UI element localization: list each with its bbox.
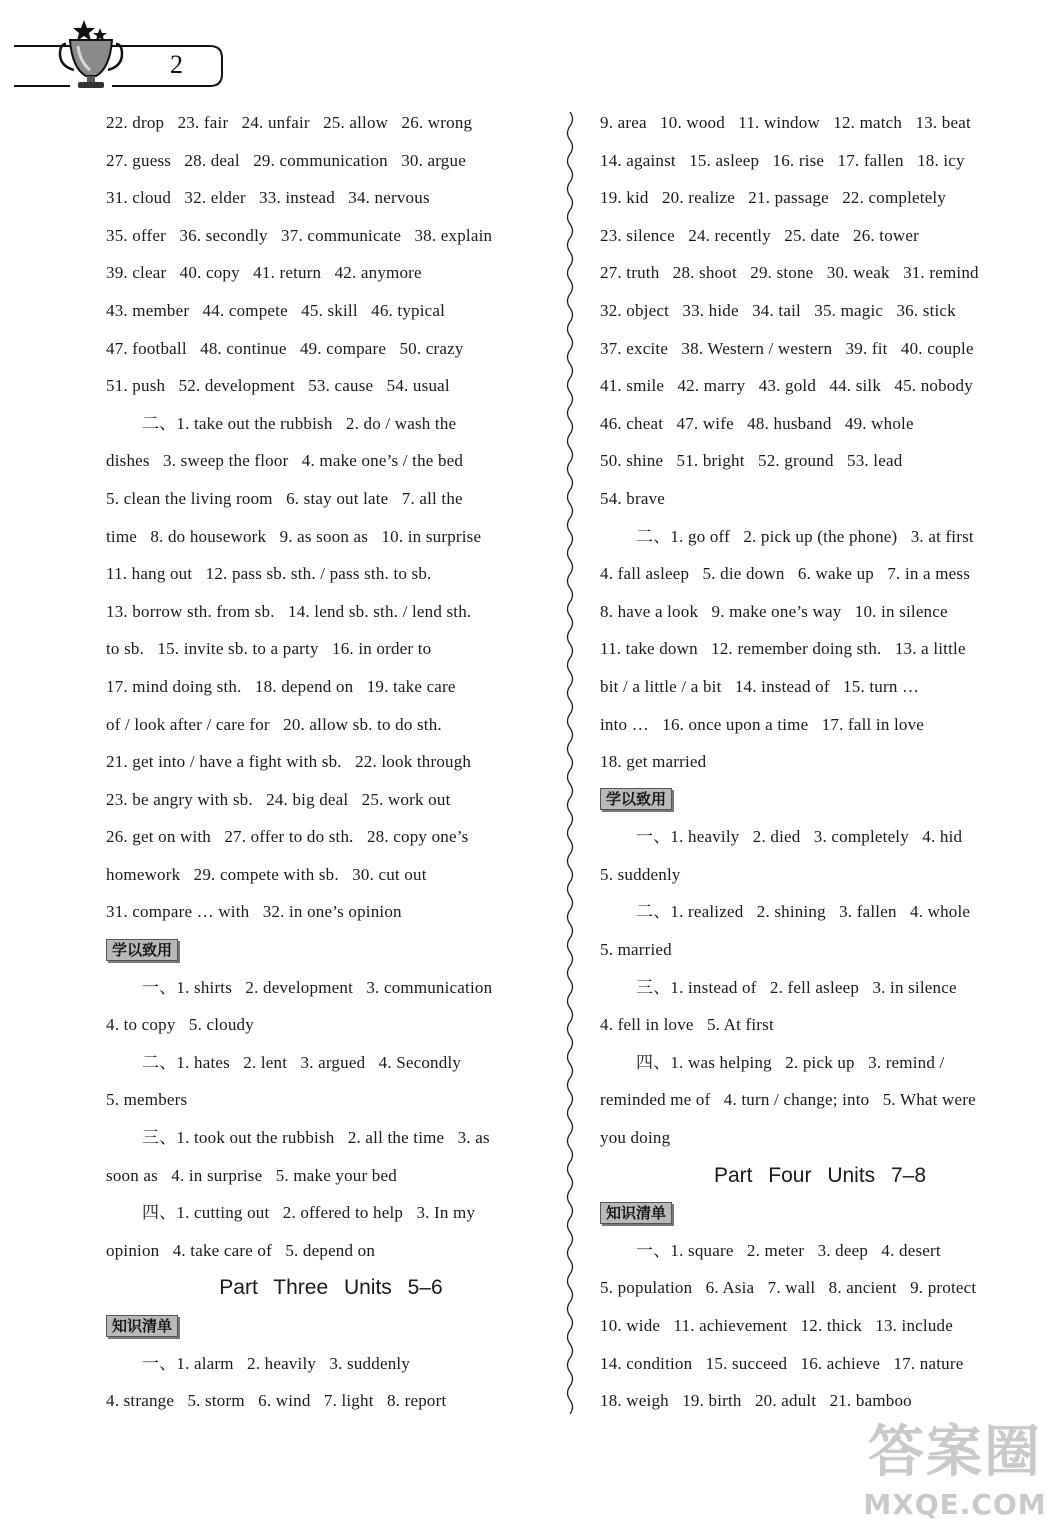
answer-line: 三、1. instead of 2. fell asleep 3. in silence (636, 977, 957, 997)
part-title: Part Three Units 5–6 (219, 1276, 443, 1300)
answer-line: 14. against 15. asleep 16. rise 17. fallen 18. icy (600, 150, 965, 170)
answer-line: 一、1. shirts 2. development 3. communication (142, 977, 493, 997)
answer-line: 54. brave (600, 488, 666, 508)
watermark-text: 答案圈 (868, 1420, 1042, 1485)
column-divider (560, 112, 580, 1422)
answer-line: 5. clean the living room 6. stay out late 7. all the (106, 488, 463, 508)
section-badge-row (600, 1194, 1040, 1232)
answer-line: 8. have a look 9. make one’s way 10. in silence (600, 601, 948, 621)
section-badge: 学以致用 (600, 788, 672, 810)
section-badge: 知识清单 (600, 1202, 672, 1224)
answer-line: 10. wide 11. achievement 12. thick 13. include (600, 1316, 953, 1335)
answer-line: 18. get married (600, 752, 707, 772)
answer-line: homework 29. compete with sb. 30. cut out (106, 864, 427, 884)
answer-line: 4. to copy 5. cloudy (106, 1015, 254, 1035)
answer-line: 4. strange 5. storm 6. wind 7. light 8. report (106, 1391, 447, 1411)
site-watermark (860, 1418, 1050, 1536)
answer-line: 四、1. was helping 2. pick up 3. remind / (636, 1052, 945, 1072)
section-badge-row (106, 931, 556, 969)
answer-line: 一、1. alarm 2. heavily 3. suddenly (142, 1353, 411, 1373)
section-badge-row (106, 1307, 556, 1345)
page-header (0, 0, 1052, 110)
answer-line: 32. object 33. hide 34. tail 35. magic 36. stick (600, 300, 956, 320)
left-column (106, 104, 556, 1420)
answer-line: 37. excite 38. Western / western 39. fit 40. couple (600, 338, 974, 358)
answer-line: 四、1. cutting out 2. offered to help 3. In my (142, 1203, 476, 1223)
watermark-url: MXQE.COM (863, 1488, 1047, 1521)
answer-line: 41. smile 42. marry 43. gold 44. silk 45. nobody (600, 376, 973, 396)
answer-line: 5. married (600, 940, 672, 960)
answer-line: 14. condition 15. succeed 16. achieve 17. nature (600, 1353, 964, 1373)
part-title: Part Four Units 7–8 (713, 1163, 927, 1187)
answer-line: soon as 4. in surprise 5. make your bed (106, 1165, 397, 1185)
section-badge-row (600, 781, 1040, 819)
answer-line: 43. member 44. compete 45. skill 46. typical (106, 300, 446, 320)
answer-line: reminded me of 4. turn / change; into 5. What were (600, 1090, 976, 1110)
answer-line: 4. fall asleep 5. die down 6. wake up 7. in a mess (600, 564, 971, 584)
answer-line: into … 16. once upon a time 17. fall in love (600, 714, 925, 734)
right-column (600, 104, 1040, 1420)
answer-line: 31. compare … with 32. in one’s opinion (106, 902, 402, 922)
answer-line: 35. offer 36. secondly 37. communicate 38. explain (106, 225, 493, 245)
answer-line: 26. get on with 27. offer to do sth. 28. copy one’s (106, 827, 469, 847)
answer-line: bit / a little / a bit 14. instead of 15. turn … (600, 676, 920, 696)
answer-line: 二、1. hates 2. lent 3. argued 4. Secondly (142, 1052, 462, 1072)
answer-line: 二、1. go off 2. pick up (the phone) 3. at first (636, 526, 974, 546)
answer-line: 22. drop 23. fair 24. unfair 25. allow 26. wrong (106, 113, 473, 132)
answer-line: 13. borrow sth. from sb. 14. lend sb. sth. / lend sth. (106, 601, 472, 621)
answer-line: 21. get into / have a fight with sb. 22. look through (106, 752, 472, 772)
answer-line: 27. truth 28. shoot 29. stone 30. weak 31. remind (600, 263, 979, 283)
answer-line: of / look after / care for 20. allow sb. to do sth. (106, 714, 442, 734)
answer-line: 46. cheat 47. wife 48. husband 49. whole (600, 413, 914, 433)
answer-line: time 8. do housework 9. as soon as 10. in surprise (106, 526, 482, 546)
answer-line: 23. silence 24. recently 25. date 26. tower (600, 225, 920, 245)
trophy-header-graphic (0, 0, 240, 110)
answer-line: 5. population 6. Asia 7. wall 8. ancient 9. protect (600, 1278, 977, 1298)
answer-line: 一、1. square 2. meter 3. deep 4. desert (636, 1240, 941, 1260)
answer-line: 27. guess 28. deal 29. communication 30. argue (106, 150, 466, 170)
answer-line: 39. clear 40. copy 41. return 42. anymore (106, 263, 422, 283)
answer-line: 17. mind doing sth. 18. depend on 19. take care (106, 676, 456, 696)
answer-line: 二、1. realized 2. shining 3. fallen 4. whole (636, 902, 971, 922)
page-number: 2 (170, 50, 183, 79)
answer-line: 三、1. took out the rubbish 2. all the time 3. as (142, 1128, 490, 1148)
answer-line: 50. shine 51. bright 52. ground 53. lead (600, 451, 903, 471)
answer-line: 5. suddenly (600, 864, 681, 884)
answer-line: 18. weigh 19. birth 20. adult 21. bamboo (600, 1391, 912, 1411)
answer-line: 11. hang out 12. pass sb. sth. / pass sth. to sb. (106, 564, 432, 584)
answer-line: 4. fell in love 5. At first (600, 1015, 774, 1035)
answer-line: 19. kid 20. realize 21. passage 22. completely (600, 188, 947, 208)
answer-line: opinion 4. take care of 5. depend on (106, 1240, 376, 1260)
answer-line: you doing (600, 1128, 671, 1148)
answer-line: to sb. 15. invite sb. to a party 16. in order to (106, 639, 432, 659)
answer-line: 23. be angry with sb. 24. big deal 25. work out (106, 789, 451, 809)
section-badge: 学以致用 (106, 939, 178, 961)
answer-line: dishes 3. sweep the floor 4. make one’s / the bed (106, 451, 464, 471)
section-badge: 知识清单 (106, 1315, 178, 1337)
answer-line: 一、1. heavily 2. died 3. completely 4. hid (636, 827, 963, 847)
answer-line: 9. area 10. wood 11. window 12. match 13. beat (600, 113, 971, 132)
answer-line: 51. push 52. development 53. cause 54. usual (106, 376, 450, 396)
answer-line: 31. cloud 32. elder 33. instead 34. nervous (106, 188, 430, 208)
answer-line: 47. football 48. continue 49. compare 50. crazy (106, 338, 464, 358)
answer-line: 11. take down 12. remember doing sth. 13. a little (600, 639, 966, 659)
answer-line: 二、1. take out the rubbish 2. do / wash the (142, 413, 457, 433)
answer-line: 5. members (106, 1090, 188, 1110)
